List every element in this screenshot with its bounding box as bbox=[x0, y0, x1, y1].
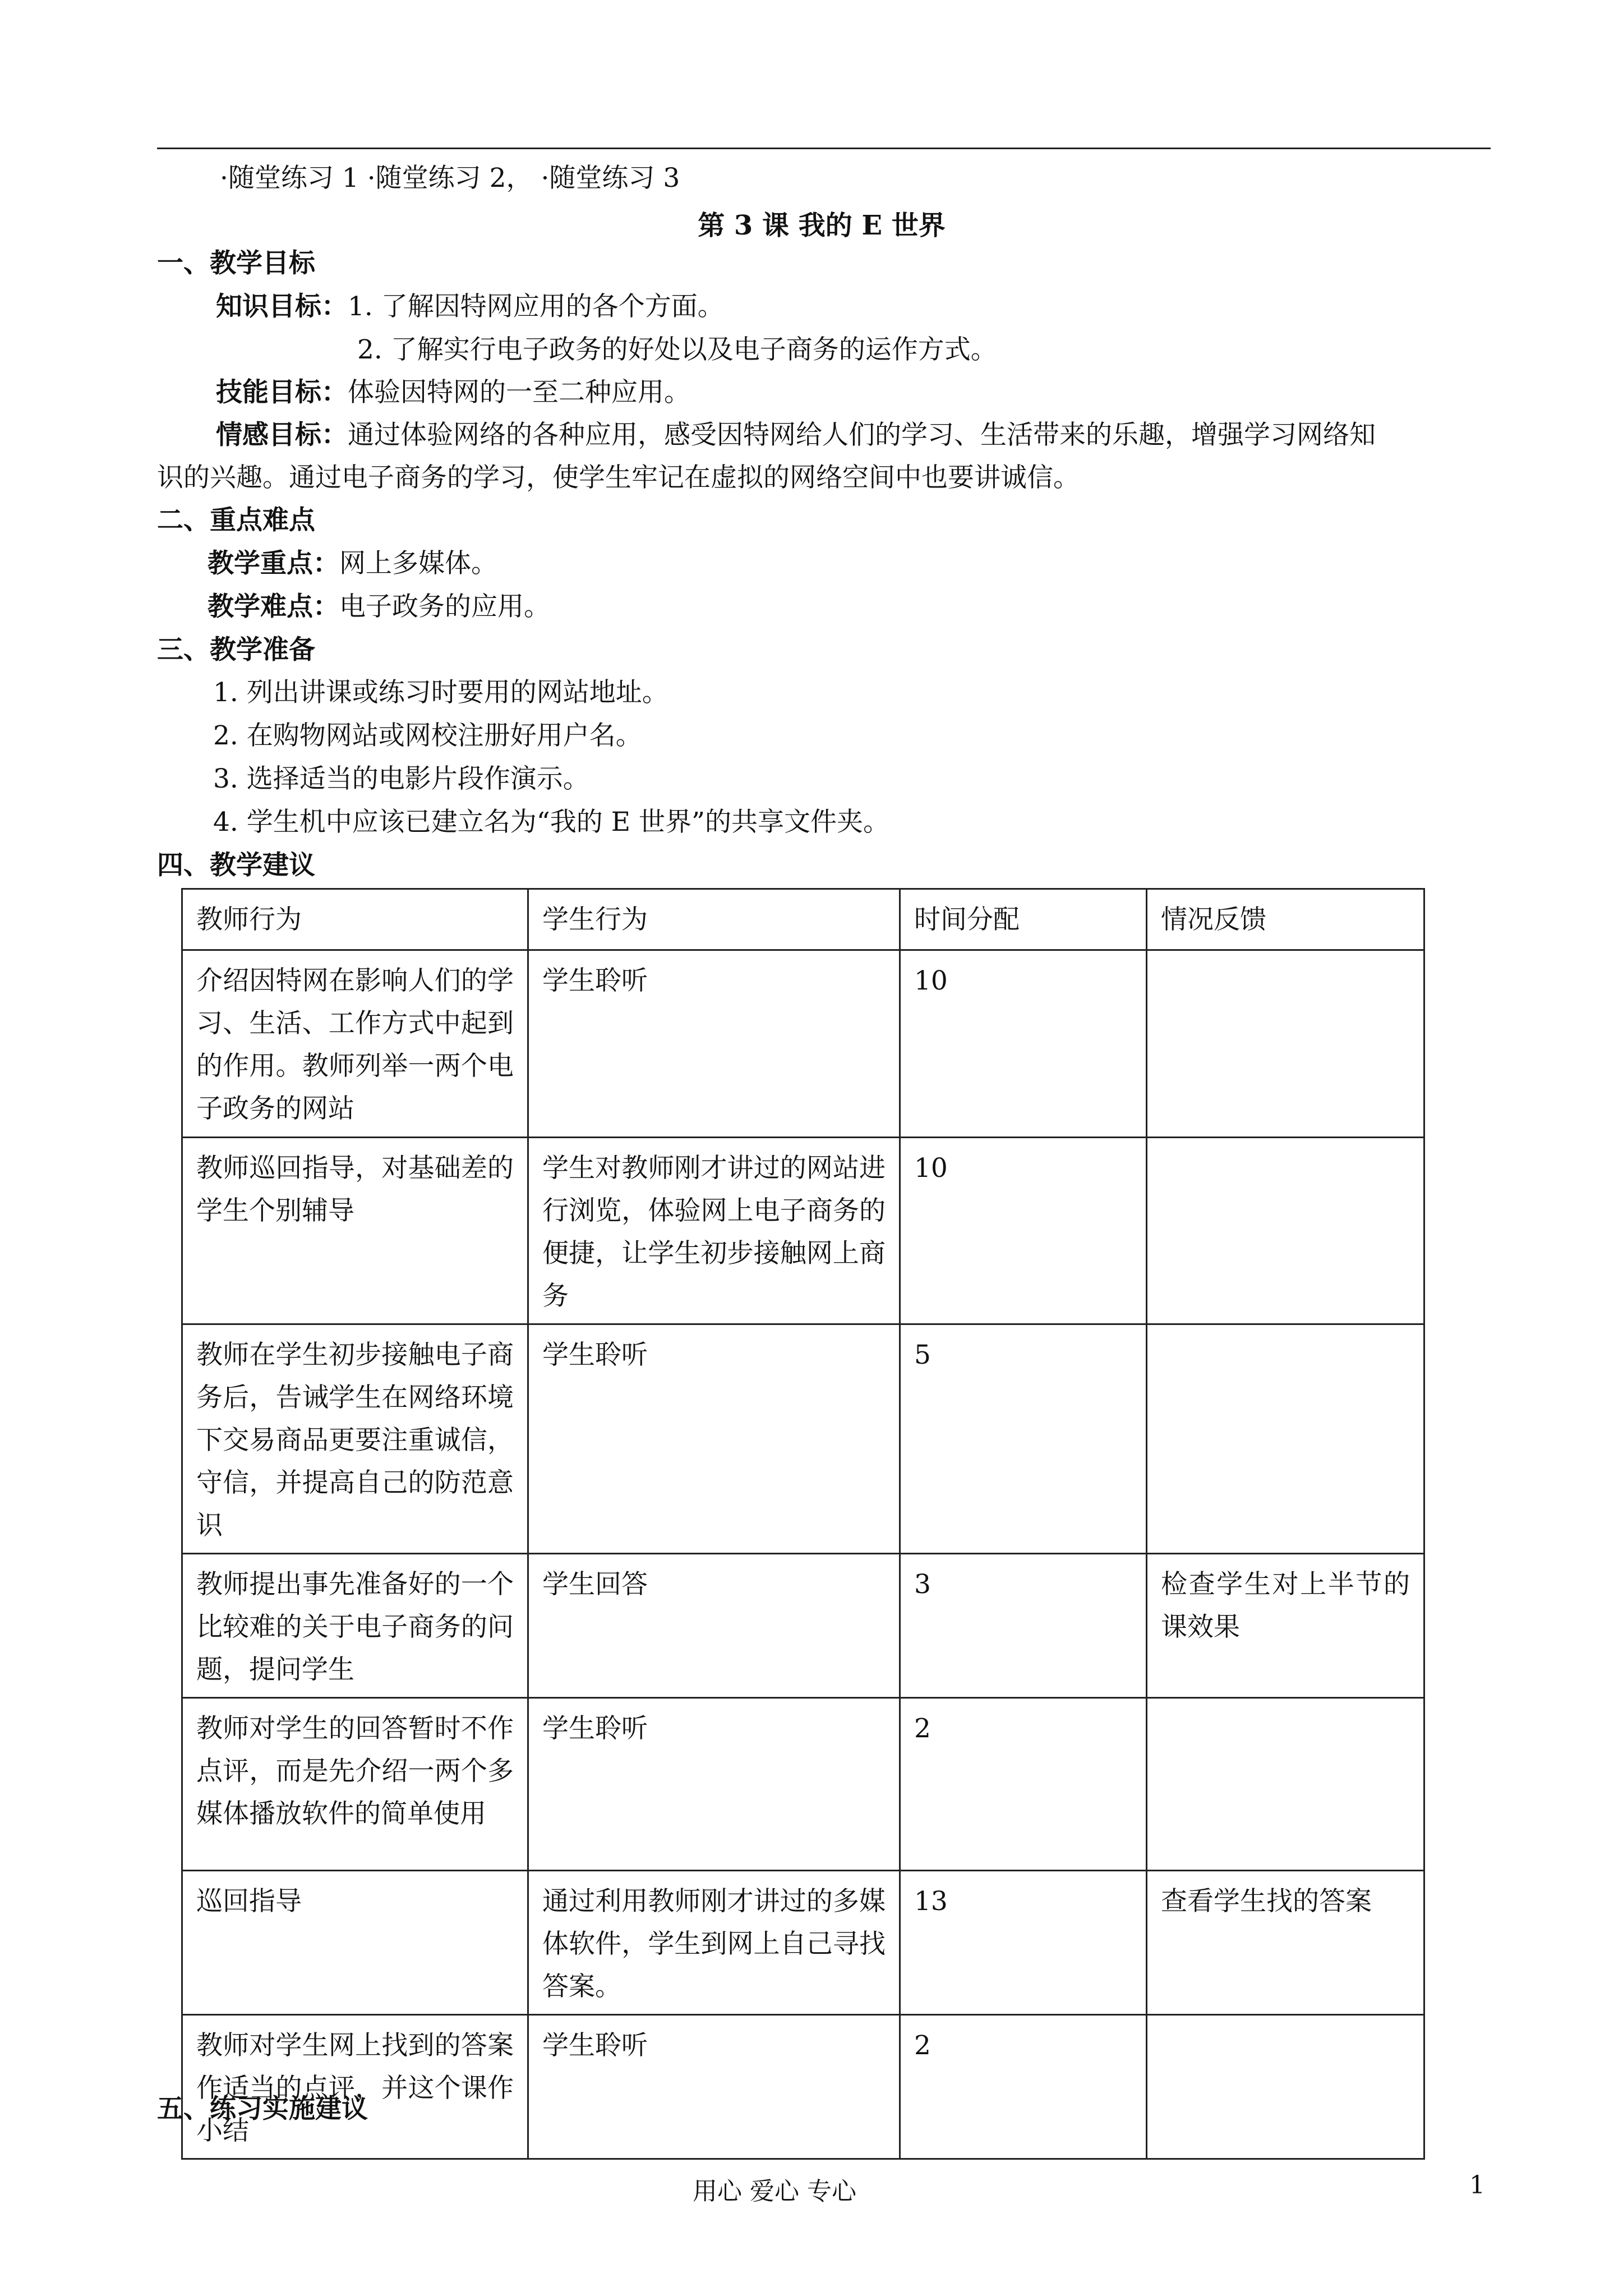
teacher-action-cell: 介绍因特网在影响人们的学习、生活、工作方式中起到的作用。教师列举一两个电子政务的网站 bbox=[182, 950, 528, 1138]
student-action-cell: 学生回答 bbox=[528, 1554, 900, 1698]
feedback-cell: 检查学生对上半节的课效果 bbox=[1147, 1554, 1424, 1698]
teacher-action-cell: 教师提出事先准备好的一个比较难的关于电子商务的问题，提问学生 bbox=[182, 1554, 528, 1698]
footer-motto: 用心 爱心 专心 bbox=[693, 2177, 856, 2206]
teacher-action-cell: 教师对学生的回答暂时不作点评，而是先介绍一两个多媒体播放软件的简单使用 bbox=[182, 1698, 528, 1871]
time-cell: 3 bbox=[900, 1554, 1147, 1698]
table-row bbox=[182, 1871, 1424, 2015]
preparation-item: 3. 选择适当的电影片段作演示。 bbox=[213, 763, 589, 794]
header-time-allocation: 时间分配 bbox=[900, 889, 1147, 950]
table-row bbox=[182, 950, 1424, 1138]
header-student-action: 学生行为 bbox=[528, 889, 900, 950]
knowledge-label: 知识目标： bbox=[216, 291, 348, 322]
student-action-cell: 学生对教师刚才讲过的网站进行浏览，体验网上电子商务的便捷，让学生初步接触网上商务 bbox=[528, 1138, 900, 1324]
skill-objective bbox=[216, 376, 690, 409]
knowledge-item-1: 1. 了解因特网应用的各个方面。 bbox=[348, 291, 724, 322]
teacher-action-cell: 巡回指导 bbox=[182, 1871, 528, 2015]
time-cell: 10 bbox=[900, 950, 1147, 1138]
table-row bbox=[182, 1138, 1424, 1324]
time-cell: 13 bbox=[900, 1871, 1147, 2015]
preparation-item: 1. 列出讲课或练习时要用的网站地址。 bbox=[213, 677, 668, 708]
emotion-objective bbox=[216, 418, 1376, 452]
time-cell: 10 bbox=[900, 1138, 1147, 1324]
knowledge-objective bbox=[216, 290, 724, 324]
page-number: 1 bbox=[1469, 2171, 1485, 2200]
teaching-plan-table bbox=[181, 888, 1425, 2160]
teaching-difficulty bbox=[208, 590, 550, 624]
feedback-cell: 查看学生找的答案 bbox=[1147, 1871, 1424, 2015]
preparation-item: 4. 学生机中应该已建立名为“我的 E 世界”的共享文件夹。 bbox=[213, 807, 890, 838]
teaching-focus bbox=[208, 547, 497, 581]
time-cell: 2 bbox=[900, 1698, 1147, 1871]
lesson-title: 第 3 课 我的 E 世界 bbox=[698, 210, 946, 241]
section-heading-practice: 五、练习实施建议 bbox=[157, 2093, 368, 2124]
time-cell: 5 bbox=[900, 1324, 1147, 1554]
table-row bbox=[182, 1698, 1424, 1871]
focus-text: 网上多媒体。 bbox=[339, 548, 497, 579]
header-rule bbox=[157, 148, 1491, 149]
header-teacher-action: 教师行为 bbox=[182, 889, 528, 950]
teacher-action-cell: 教师巡回指导，对基础差的学生个别辅导 bbox=[182, 1138, 528, 1324]
teacher-action-cell: 教师在学生初步接触电子商务后，告诫学生在网络环境下交易商品更要注重诚信，守信，并提高自己的防范意识 bbox=[182, 1324, 528, 1554]
knowledge-item-2: 2. 了解实行电子政务的好处以及电子商务的运作方式。 bbox=[357, 334, 997, 365]
student-action-cell: 通过利用教师刚才讲过的多媒体软件，学生到网上自己寻找答案。 bbox=[528, 1871, 900, 2015]
feedback-cell bbox=[1147, 1138, 1424, 1324]
student-action-cell: 学生聆听 bbox=[528, 1698, 900, 1871]
teacher-action-cell: 教师对学生网上找到的答案作适当的点评，并这个课作小结 bbox=[182, 2015, 528, 2159]
section-heading-suggestions: 四、教学建议 bbox=[157, 850, 315, 881]
focus-label: 教学重点： bbox=[208, 548, 339, 579]
emotion-text-line-2: 识的兴趣。通过电子商务的学习，使学生牢记在虚拟的网络空间中也要讲诚信。 bbox=[157, 462, 1080, 493]
preparation-item: 2. 在购物网站或网校注册好用户名。 bbox=[213, 720, 642, 751]
student-action-cell: 学生聆听 bbox=[528, 950, 900, 1138]
skill-label: 技能目标： bbox=[216, 377, 348, 408]
time-cell: 2 bbox=[900, 2015, 1147, 2159]
header-feedback: 情况反馈 bbox=[1147, 889, 1424, 950]
section-heading-objectives: 一、教学目标 bbox=[157, 248, 315, 279]
difficulty-label: 教学难点： bbox=[208, 591, 339, 622]
student-action-cell: 学生聆听 bbox=[528, 1324, 900, 1554]
header-practice-links: ·随堂练习 1 ·随堂练习 2， ·随堂练习 3 bbox=[220, 163, 680, 194]
skill-text: 体验因特网的一至二种应用。 bbox=[348, 377, 690, 408]
table-header-row bbox=[182, 889, 1424, 950]
feedback-cell bbox=[1147, 950, 1424, 1138]
section-heading-key-points: 二、重点难点 bbox=[157, 505, 315, 536]
table-row bbox=[182, 2015, 1424, 2159]
table-row bbox=[182, 1324, 1424, 1554]
emotion-label: 情感目标： bbox=[216, 420, 348, 450]
section-heading-preparation: 三、教学准备 bbox=[157, 634, 315, 665]
emotion-text-line-1: 通过体验网络的各种应用，感受因特网给人们的学习、生活带来的乐趣，增强学习网络知 bbox=[348, 420, 1376, 450]
feedback-cell bbox=[1147, 2015, 1424, 2159]
student-action-cell: 学生聆听 bbox=[528, 2015, 900, 2159]
table-row bbox=[182, 1554, 1424, 1698]
feedback-cell bbox=[1147, 1698, 1424, 1871]
feedback-cell bbox=[1147, 1324, 1424, 1554]
difficulty-text: 电子政务的应用。 bbox=[339, 591, 550, 622]
